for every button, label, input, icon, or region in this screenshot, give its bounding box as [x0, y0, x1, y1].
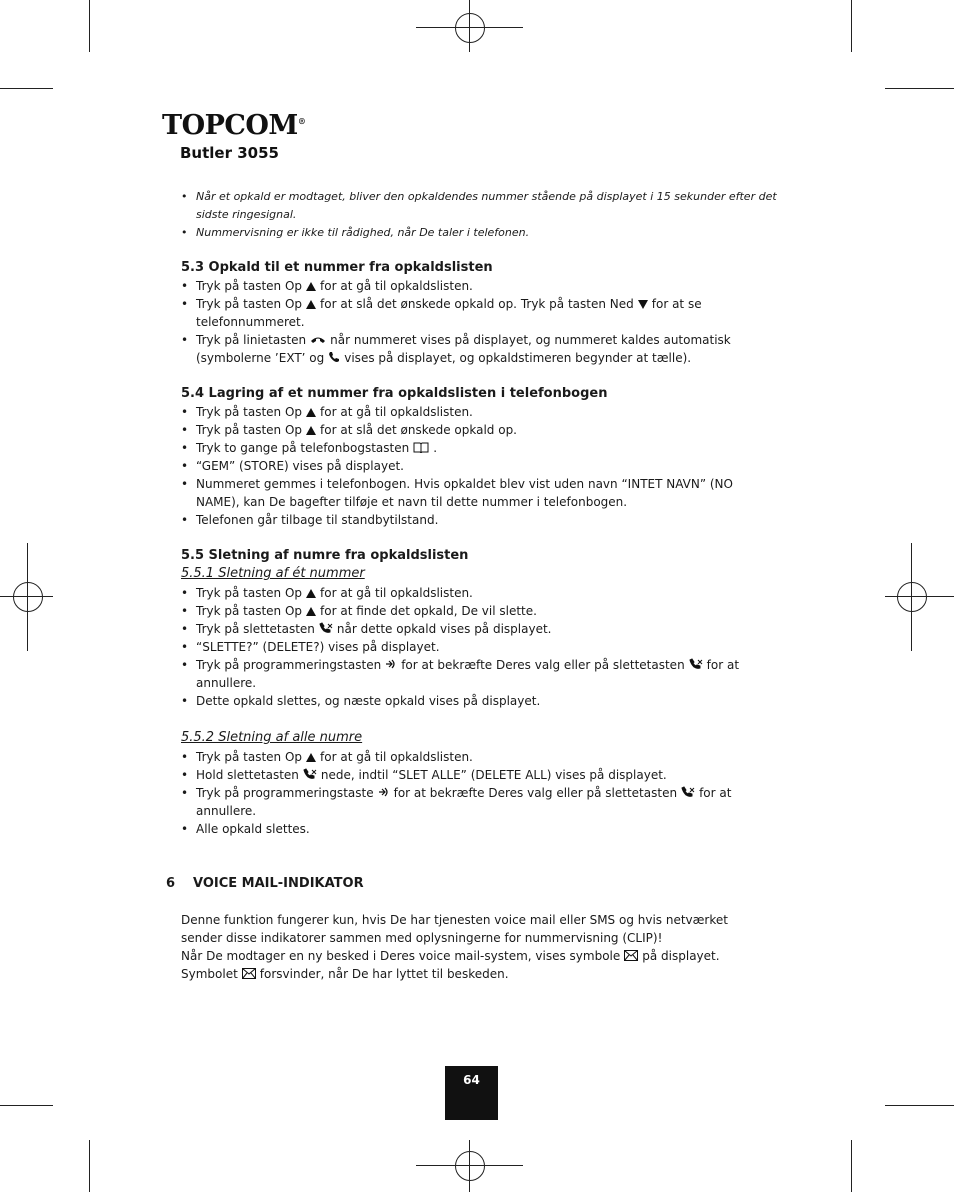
list-item-text: Tryk to gange på telefonbogstasten .	[196, 439, 437, 458]
list-item-text: Telefonen går tilbage til standbytilstand.	[196, 513, 439, 527]
list-item: •	[181, 768, 189, 782]
arrow-up-icon	[306, 589, 316, 598]
section-heading: 5.4 Lagring af et nummer fra opkaldslisten i telefonbogen	[181, 386, 608, 401]
list-item-text: Tryk på programmeringstaste for at bekræfte Deres valg eller på slettetasten for at	[196, 784, 731, 803]
list-item-text: Tryk på slettetasten når dette opkald vises på displayet.	[196, 620, 552, 639]
registration-circle	[455, 1151, 485, 1181]
delete-key-icon	[681, 785, 695, 803]
list-item: •	[181, 297, 189, 311]
list-item: •	[181, 279, 189, 293]
note-bullet: •	[181, 190, 188, 203]
list-item: •	[181, 423, 189, 437]
envelope-icon	[242, 966, 256, 984]
note-text: Nummervisning er ikke til rådighed, når De taler i telefonen.	[196, 226, 530, 239]
program-key-icon	[378, 785, 390, 803]
list-item: •	[181, 477, 189, 491]
arrow-up-icon	[306, 607, 316, 616]
section-heading: 5.3 Opkald til et nummer fra opkaldslisten	[181, 260, 493, 275]
delete-key-icon	[303, 767, 317, 785]
subsection-heading: 5.5.2 Sletning af alle numre	[181, 730, 363, 745]
registration-circle	[455, 13, 485, 43]
list-item: •	[181, 333, 189, 347]
section-heading: 5.5 Sletning af numre fra opkaldslisten	[181, 548, 469, 563]
crop-mark	[885, 1105, 954, 1106]
list-item: •	[181, 441, 189, 455]
list-item-text: (symbolerne ’EXT’ og vises på displayet, og opkaldstimeren begynder at tælle).	[196, 349, 691, 368]
list-item: •	[181, 459, 189, 473]
page-number: 64	[445, 1066, 498, 1120]
crop-mark	[89, 1140, 90, 1192]
note-text: Når et opkald er modtaget, bliver den opkaldendes nummer stående på displayet i 15 sekunder efter det	[196, 190, 777, 203]
arrow-up-icon	[306, 300, 316, 309]
model-name: Butler 3055	[180, 144, 279, 162]
program-key-icon	[385, 657, 397, 675]
list-item: •	[181, 750, 189, 764]
paragraph-line: Symbolet forsvinder, når De har lyttet til beskeden.	[181, 965, 509, 984]
list-item: •	[181, 586, 189, 600]
list-item-text: Tryk på tasten Op for at slå det ønskede opkald op. Tryk på tasten Ned for at se	[196, 297, 702, 311]
list-item-text: Tryk på tasten Op for at slå det ønskede opkald op.	[196, 423, 517, 437]
delete-key-icon	[689, 657, 703, 675]
list-item: •	[181, 786, 189, 800]
delete-key-icon	[319, 621, 333, 639]
crop-mark	[0, 1105, 53, 1106]
list-item: •	[181, 822, 189, 836]
list-item-text: “GEM” (STORE) vises på displayet.	[196, 459, 404, 473]
paragraph-line: Når De modtager en ny besked i Deres voice mail-system, vises symbole på displayet.	[181, 947, 720, 966]
list-item-text: Tryk på tasten Op for at gå til opkaldslisten.	[196, 750, 473, 764]
subsection-heading: 5.5.1 Sletning af ét nummer	[181, 566, 365, 581]
list-item: •	[181, 658, 189, 672]
phone-handset-icon	[328, 350, 340, 368]
arrow-up-icon	[306, 426, 316, 435]
list-item: •	[181, 513, 189, 527]
list-item-text: annullere.	[196, 804, 257, 818]
registration-circle	[897, 582, 927, 612]
list-item-text: Tryk på linietasten når nummeret vises på displayet, og nummeret kaldes automatisk	[196, 331, 731, 350]
envelope-icon	[624, 948, 638, 966]
note-bullet: •	[181, 226, 188, 239]
list-item-text: Alle opkald slettes.	[196, 822, 310, 836]
chapter-heading: VOICE MAIL-INDIKATOR	[193, 876, 364, 891]
list-item-text: “SLETTE?” (DELETE?) vises på displayet.	[196, 640, 440, 654]
paragraph-line: Denne funktion fungerer kun, hvis De har tjenesten voice mail eller SMS og hvis netværket	[181, 913, 728, 927]
phonebook-icon	[413, 440, 429, 458]
list-item: •	[181, 604, 189, 618]
list-item-text: Dette opkald slettes, og næste opkald vises på displayet.	[196, 694, 541, 708]
list-item: •	[181, 640, 189, 654]
list-item-text: NAME), kan De bagefter tilføje et navn til dette nummer i telefonbogen.	[196, 495, 628, 509]
list-item-text: telefonnummeret.	[196, 315, 305, 329]
crop-mark	[0, 88, 53, 89]
arrow-up-icon	[306, 282, 316, 291]
arrow-down-icon	[638, 300, 648, 309]
chapter-number: 6	[166, 876, 176, 891]
list-item: •	[181, 622, 189, 636]
crop-mark	[89, 0, 90, 52]
list-item-text: Tryk på tasten Op for at gå til opkaldslisten.	[196, 405, 473, 419]
list-item-text: annullere.	[196, 676, 257, 690]
brand-logo: TOPCOM®	[162, 110, 306, 141]
list-item-text: Hold slettetasten nede, indtil “SLET ALLE” (DELETE ALL) vises på displayet.	[196, 766, 667, 785]
registration-circle	[13, 582, 43, 612]
list-item-text: Tryk på tasten Op for at gå til opkaldslisten.	[196, 279, 473, 293]
list-item-text: Tryk på programmeringstasten for at bekræfte Deres valg eller på slettetasten for at	[196, 656, 739, 675]
paragraph-line: sender disse indikatorer sammen med oplysningerne for nummervisning (CLIP)!	[181, 931, 663, 945]
crop-mark	[885, 88, 954, 89]
list-item-text: Nummeret gemmes i telefonbogen. Hvis opkaldet blev vist uden navn “INTET NAVN” (NO	[196, 477, 733, 491]
crop-mark	[851, 0, 852, 52]
list-item-text: Tryk på tasten Op for at finde det opkald, De vil slette.	[196, 604, 537, 618]
arrow-up-icon	[306, 753, 316, 762]
note-text: sidste ringesignal.	[196, 208, 297, 221]
list-item: •	[181, 694, 189, 708]
arrow-up-icon	[306, 408, 316, 417]
phone-handset-icon	[310, 332, 326, 350]
list-item-text: Tryk på tasten Op for at gå til opkaldslisten.	[196, 586, 473, 600]
list-item: •	[181, 405, 189, 419]
crop-mark	[851, 1140, 852, 1192]
